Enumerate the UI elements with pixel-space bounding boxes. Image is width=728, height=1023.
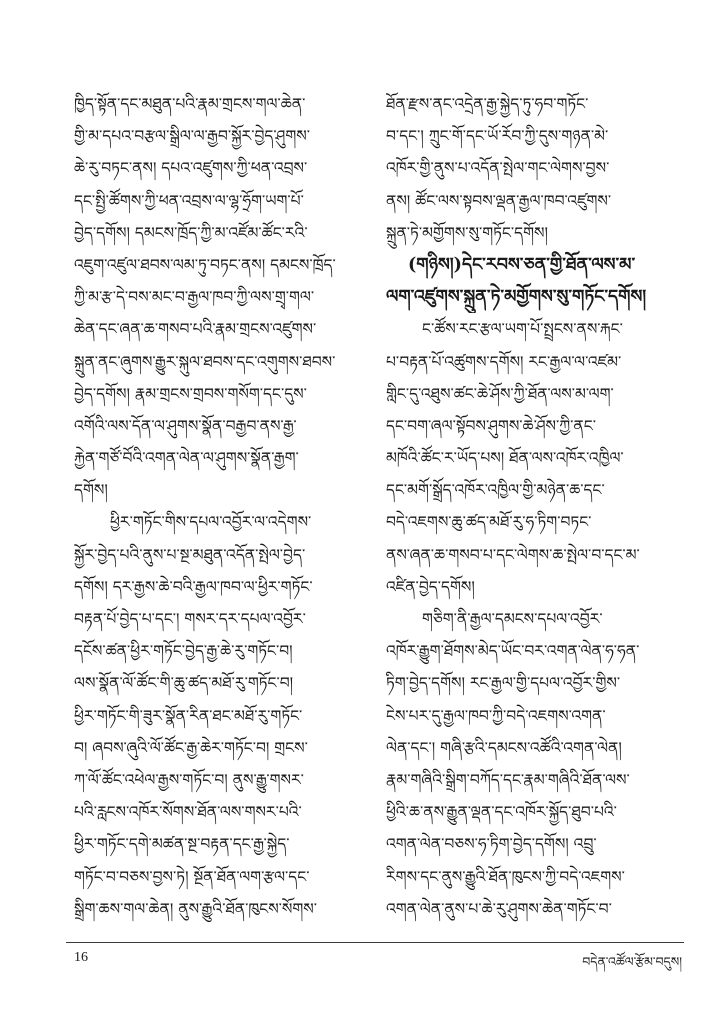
text-line: རྣམ་གཞིའི་སྒྲིག་བཀོད་དང་རྣམ་གཞིའི་ཐོན་ལས་ <box>386 770 630 789</box>
text-line: འཇུག་འཛུལ་ཐབས་ལམ་ཏུ་བཏང་ནས། དམངས་ཁྲོད་ <box>74 255 336 274</box>
text-line: བ། ཞབས་ཞུའི་ལོ་ཚོང་རྒྱ་ཆེར་གཏོང་བ། གྲངས་ <box>74 738 308 757</box>
text-line: བྱེད་དགོས། དམངས་ཁྲོད་ཀྱི་མ་འཛོམ་ཚོང་རའི་ <box>74 223 308 242</box>
text-line: རིགས་དང་ནུས་རྒྱུའི་ཐོན་ཁུངས་ཀྱི་བདེ་འཇགས་ <box>386 867 625 886</box>
text-line: དགོས། དར་རྒྱས་ཆེ་བའི་རྒྱལ་ཁབ་ལ་ཕྱིར་གཏོང་ <box>74 577 313 596</box>
text-line: གྱི་མ་དཔའ་བརྩལ་སྒྲིལ་ལ་རྒྱབ་སྐྱོར་བྱེད་ཤུགས་ <box>74 127 310 146</box>
text-line: དང་མགོ་སྒྲོད་འཁོར་འཁྱིལ་གྱི་མཉེན་ཆ་དང་ <box>386 481 605 500</box>
text-line: བརྟན་པོ་བྱེད་པ་དང་། གསར་དར་དཔལ་འབྱོར་ <box>74 610 306 628</box>
text-line: སྐྲུན་ཏེ་མགྱོགས་སུ་གཏོང་དགོས། <box>386 223 548 242</box>
text-line: ཕྱིར་གཏོང་གི་ཟུར་སྣོན་རིན་ཐང་མཐོ་རུ་གཏོང་ <box>74 706 303 725</box>
left-column <box>74 88 368 925</box>
text-line: ཕྱིར་གཏོང་དགེ་མཚན་སྔ་བརྟན་དང་རྒྱ་སྐྱེད་ <box>74 835 290 854</box>
text-line: འཁོར་གྱི་ནུས་པ་འདོན་སྤེལ་གང་ལེགས་བྱས་ <box>386 159 610 178</box>
paragraph-2 <box>74 506 368 924</box>
right-column <box>386 88 682 925</box>
text-line: པ་བརྟན་པོ་འཚུགས་དགོས། རང་རྒྱལ་ལ་འཛམ་ <box>386 352 622 371</box>
heading-line: ལག་འཛུགས་སྐྲུན་ཏེ་མགྱོགས་སུ་གཏོང་དགོས། <box>386 287 647 308</box>
text-line: ང་ཚོས་རང་རྩལ་ཡག་པོ་སྤྲངས་ནས་རྐང་ <box>422 320 623 339</box>
text-line: ངེས་པར་དུ་རྒྱལ་ཁབ་ཀྱི་བདེ་འཇགས་འགན་ <box>386 706 606 725</box>
text-line: ཐོན་རྫས་ནང་འདྲེན་རྒྱ་སྐྱེད་ཏུ་ཧབ་གཏོང་ <box>386 95 589 113</box>
footer-divider <box>66 942 684 943</box>
text-line: སྐྱོར་བྱེད་པའི་ནུས་པ་སྔ་མཐུན་འདོན་སྤེལ་བྱེད་ <box>74 545 306 564</box>
text-line: རྐྱེན་གཙོ་བོའི་འགན་ལེན་ལ་ཤུགས་སྣོན་རྒྱག་ <box>74 449 299 468</box>
text-line: ནས། ཚོང་ལས་སྟབས་ལྡན་རྒྱལ་ཁབ་འཛུགས་ <box>386 191 612 210</box>
paragraph-1 <box>386 88 682 249</box>
text-line: པའི་རླངས་འཁོར་སོགས་ཐོན་ལས་གསར་པའི་ <box>74 803 302 822</box>
text-line: གླིང་དུ་འཐུས་ཚང་ཆེ་ཤོས་ཀྱི་ཐོན་ལས་མ་ལག་ <box>386 384 614 403</box>
text-line: ནས་ཞན་ཆ་གསབ་པ་དང་ལེགས་ཆ་སྤེལ་བ་དང་མ་ <box>386 545 640 564</box>
page-number: 16 <box>74 950 88 965</box>
heading-line: (གཉིས།)དེང་རབས་ཅན་གྱི་ཐོན་ལས་མ་ <box>408 254 636 275</box>
text-line: ལས་སྣོན་ལོ་ཚོང་གི་ཆུ་ཚད་མཐོ་རུ་གཏོང་བ། <box>74 674 294 693</box>
text-line: འགོའི་ལས་དོན་ལ་ཤུགས་སྣོན་བརྒྱབ་ནས་རྒྱ་ <box>74 416 297 435</box>
text-line: སྐྲུན་ནང་ཞུགས་རྒྱུར་སྐུལ་ཐབས་དང་འགུགས་ཐབས་ <box>74 352 336 371</box>
text-line: གཅིག་ནི་རྒྱལ་དམངས་དཔལ་འབྱོར་ <box>422 610 603 628</box>
text-line: འགན་ལེན་ནུས་པ་ཆེ་རུ་ཤུགས་ཆེན་གཏོང་བ་ <box>386 899 612 918</box>
text-line: ཕྱིར་གཏོང་གིས་དཔལ་འབྱོར་ལ་འདེགས་ <box>110 513 312 532</box>
text-line: འཛིན་བྱེད་དགོས། <box>386 577 475 596</box>
text-line: འགན་ལེན་བཅས་ཧ་ཏིག་བྱེད་དགོས། འབྲུ་ <box>386 835 597 854</box>
text-line: དང་སྤྱི་ཚོགས་ཀྱི་ཕན་འབྲས་ལ་ལྷ་ཧྲོག་ཡག་པོ་ <box>74 191 304 210</box>
paragraph-1 <box>74 88 368 506</box>
text-line: དངོས་ཚན་ཕྱིར་གཏོང་བྱེད་རྒྱ་ཆེ་རུ་གཏོང་བ། <box>74 642 293 661</box>
text-line: དང་བག་ཞལ་སྟོབས་ཤུགས་ཆེ་ཤོས་ཀྱི་ནང་ <box>386 416 596 435</box>
text-line: ཆེན་དང་ཞན་ཆ་གསབ་པའི་རྣམ་གྲངས་འཛུགས་ <box>74 320 317 339</box>
text-line: དགོས། <box>74 481 108 500</box>
text-line: མཁོའི་ཚོང་ར་ཡོད་པས། ཐོན་ལས་འཁོར་འཁྱིལ་ <box>386 449 624 468</box>
paragraph-3 <box>386 603 682 925</box>
text-line: ཏིག་བྱེད་དགོས། རང་རྒྱལ་གྱི་དཔལ་འབྱོར་གྱིས་ <box>386 674 621 693</box>
paragraph-2 <box>386 313 682 603</box>
text-line: སྒྲིག་ཆས་གལ་ཆེན། ནུས་རྒྱུའི་ཐོན་ཁུངས་སོགས་ <box>74 899 318 918</box>
text-line: བྱེད་དགོས། རྣམ་གྲངས་གྲབས་གསོག་དང་དུས་ <box>74 384 307 403</box>
text-line: ཁྱིད་སྟོན་དང་མཐུན་པའི་རྣམ་གྲངས་གལ་ཆེན་ <box>74 95 306 113</box>
text-line: ཀ་ལོ་ཚོང་འཕེལ་རྒྱས་གཏོང་བ། ནུས་རྒྱུ་གསར་ <box>74 770 304 789</box>
text-line: གཏོང་བ་བཅས་བྱས་ཏེ། སྔོན་ཐོན་ལག་རྩལ་དང་ <box>74 867 310 886</box>
text-line: ཀྱི་མ་རྩ་དེ་བས་མང་བ་རྒྱལ་ཁབ་ཀྱི་ལས་གྲྭ་གལ་ <box>74 288 315 307</box>
text-line: ཕྱིའི་ཆ་ནས་རྒྱུན་ལྡན་དང་འཁོར་སྐྱོད་ཐུབ་པའི་ <box>386 803 617 822</box>
section-heading <box>386 249 682 313</box>
text-line: འཁོར་རྒྱུག་ཐོགས་མེད་ཡོང་བར་འགན་ལེན་ཧ་ཧན་ <box>386 642 640 661</box>
text-line: བ་དང་། ཀྲུང་གོ་དང་ཡོ་རོབ་ཀྱི་དུས་གཉན་མེ་ <box>386 127 609 146</box>
text-line: ཆེ་རུ་བཏང་ནས། དཔའ་འཛུགས་ཀྱི་ཕན་འབྲས་ <box>74 159 308 178</box>
text-line: བདེ་འཇགས་ཆུ་ཚད་མཐོ་རུ་ཧ་ཏིག་བཏང་ <box>386 513 592 532</box>
running-footer-title: བདེན་འཚོལ་རྩོམ་བདུས། <box>582 954 682 969</box>
text-line: ལེན་དང་། གཞི་རྩའི་དམངས་འཚོའི་འགན་ལེན། <box>386 738 622 757</box>
